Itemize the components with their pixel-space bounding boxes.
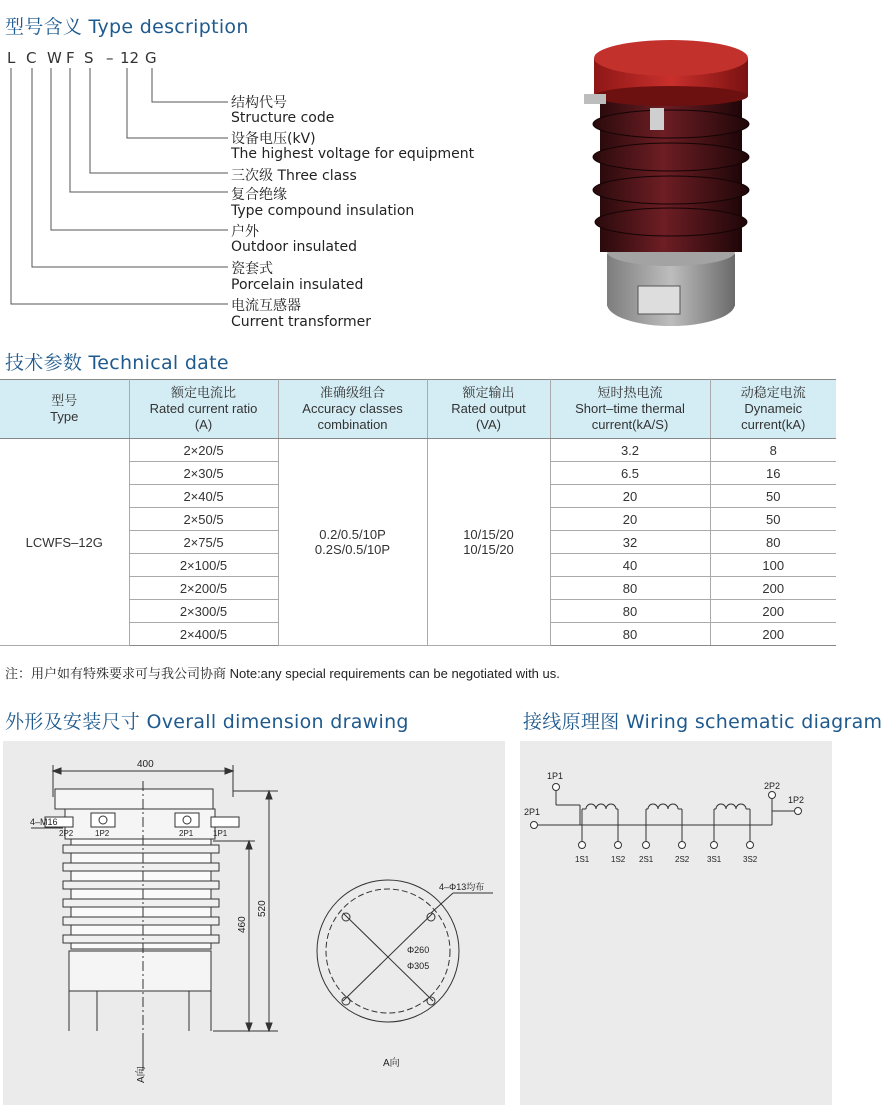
- cell-thermal: 32: [550, 531, 710, 554]
- diameter-305: Φ305: [407, 961, 430, 971]
- cell-thermal: 80: [550, 600, 710, 623]
- cell-thermal: 3.2: [550, 439, 710, 462]
- desc-porcelain-zh: 瓷套式: [231, 261, 273, 277]
- bolt-label: 4–M16: [30, 817, 58, 827]
- cell-dynamic: 8: [710, 439, 836, 462]
- view-arrow-label: A向: [136, 1066, 147, 1083]
- terminal-2p2: 2P2: [59, 829, 74, 838]
- cell-dynamic: 200: [710, 600, 836, 623]
- cell-thermal: 80: [550, 623, 710, 646]
- cell-output: 10/15/20 10/15/20: [427, 439, 550, 646]
- hole-label: 4–Φ13均布: [439, 882, 485, 892]
- cell-thermal: 6.5: [550, 462, 710, 485]
- type-description-title: 型号含义 Type description: [5, 16, 249, 38]
- dim-height-body: 460: [237, 916, 248, 933]
- wiring-1p2: 1P2: [788, 795, 805, 805]
- wiring-2p2: 2P2: [764, 781, 781, 791]
- cell-accuracy: 0.2/0.5/10P 0.2S/0.5/10P: [278, 439, 427, 646]
- desc-insulation-en: Type compound insulation: [231, 203, 415, 219]
- wiring-2s2: 2S2: [675, 855, 690, 864]
- cell-dynamic: 200: [710, 623, 836, 646]
- wiring-1s2: 1S2: [611, 855, 626, 864]
- cell-ratio: 2×20/5: [129, 439, 278, 462]
- cell-thermal: 20: [550, 485, 710, 508]
- plan-view-label: A向: [383, 1058, 400, 1069]
- cell-ratio: 2×75/5: [129, 531, 278, 554]
- diameter-260: Φ260: [407, 945, 430, 955]
- cell-thermal: 20: [550, 508, 710, 531]
- terminal-1p2: 1P2: [95, 829, 110, 838]
- cell-type: LCWFS–12G: [0, 439, 129, 646]
- desc-outdoor-zh: 户外: [231, 224, 259, 240]
- desc-ct-en: Current transformer: [231, 314, 372, 330]
- wiring-3s1: 3S1: [707, 855, 722, 864]
- table-row: [0, 439, 836, 462]
- desc-outdoor-en: Outdoor insulated: [231, 239, 357, 255]
- cell-ratio: 2×300/5: [129, 600, 278, 623]
- desc-structure-en: Structure code: [231, 110, 335, 126]
- cell-ratio: 2×40/5: [129, 485, 278, 508]
- cell-ratio: 2×200/5: [129, 577, 278, 600]
- dimension-title: 外形及安装尺寸 Overall dimension drawing: [5, 711, 409, 733]
- dimension-drawing: [3, 741, 505, 1105]
- cell-dynamic: 100: [710, 554, 836, 577]
- wiring-2p1: 2P1: [524, 807, 541, 817]
- terminal-1p1: 1P1: [213, 829, 228, 838]
- type-code-leader-lines: [0, 66, 240, 316]
- desc-porcelain-en: Porcelain insulated: [231, 277, 364, 293]
- letter-dash: –: [106, 49, 114, 67]
- technical-title: 技术参数 Technical date: [5, 352, 229, 374]
- special-requirements-note: 注：用户如有特殊要求可与我公司协商 Note:any special requirements can be negotiated with us.: [5, 666, 560, 681]
- desc-voltage-zh: 设备电压(kV): [231, 131, 316, 147]
- cell-ratio: 2×400/5: [129, 623, 278, 646]
- cell-dynamic: 50: [710, 485, 836, 508]
- wiring-title: 接线原理图 Wiring schematic diagram: [523, 711, 882, 733]
- wiring-diagram: [520, 741, 832, 1105]
- technical-table: [0, 379, 836, 646]
- desc-structure-zh: 结构代号: [231, 95, 287, 111]
- wiring-2s1: 2S1: [639, 855, 654, 864]
- cell-dynamic: 16: [710, 462, 836, 485]
- table-header-row: [0, 380, 836, 439]
- desc-voltage-en: The highest voltage for equipment: [231, 146, 475, 162]
- letter-s: S: [84, 49, 94, 67]
- desc-insulation-zh: 复合绝缘: [231, 187, 287, 203]
- desc-ct-zh: 电流互感器: [231, 298, 301, 314]
- header-dynamic: 动稳定电流 Dynameic current(kA): [710, 380, 836, 439]
- cell-dynamic: 80: [710, 531, 836, 554]
- wiring-1s1: 1S1: [575, 855, 590, 864]
- wiring-1p1: 1P1: [547, 771, 564, 781]
- product-photo: [586, 34, 756, 334]
- dim-height-total: 520: [257, 900, 268, 917]
- cell-thermal: 40: [550, 554, 710, 577]
- cell-dynamic: 50: [710, 508, 836, 531]
- letter-c: C: [26, 49, 37, 67]
- header-thermal: 短时热电流 Short–time thermal current(kA/S): [550, 380, 710, 439]
- cell-thermal: 80: [550, 577, 710, 600]
- desc-three-class: 三次级 Three class: [231, 168, 357, 184]
- cell-ratio: 2×100/5: [129, 554, 278, 577]
- header-type: 型号 Type: [0, 380, 129, 439]
- cell-ratio: 2×30/5: [129, 462, 278, 485]
- terminal-2p1: 2P1: [179, 829, 194, 838]
- letter-f: F: [66, 49, 75, 67]
- wiring-3s2: 3S2: [743, 855, 758, 864]
- header-output: 额定输出 Rated output (VA): [427, 380, 550, 439]
- cell-dynamic: 200: [710, 577, 836, 600]
- header-accuracy: 准确级组合 Accuracy classes combination: [278, 380, 427, 439]
- cell-ratio: 2×50/5: [129, 508, 278, 531]
- letter-l: L: [7, 49, 16, 67]
- letter-g: G: [145, 49, 157, 67]
- letter-w: W: [47, 49, 62, 67]
- header-ratio: 额定电流比 Rated current ratio (A): [129, 380, 278, 439]
- dim-width-label: 400: [137, 759, 154, 770]
- letter-12: 12: [120, 49, 140, 67]
